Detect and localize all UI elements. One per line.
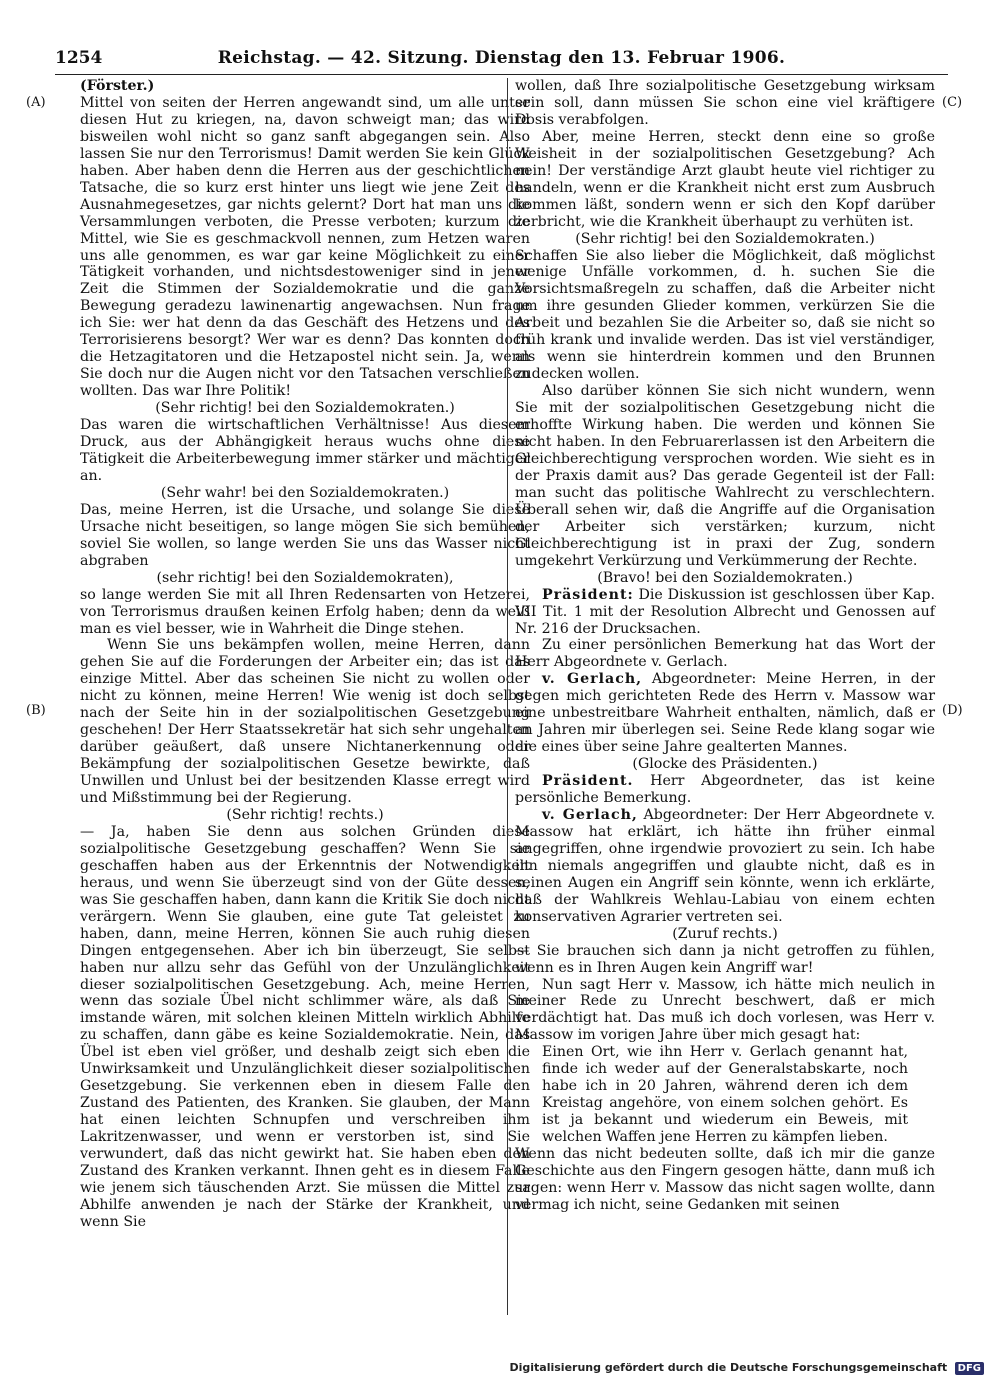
interjection: (Bravo! bei den Sozialdemokraten.) [597, 569, 853, 586]
paragraph: Das, meine Herren, ist die Ursache, und solange Sie diese Ursache nicht beseitigen, so lange mögen Sie sich bemühen, soviel Sie wollen, so lange werden Sie uns das Wasser nicht abgraben [80, 501, 530, 569]
speaker-name: Präsident. [541, 773, 634, 790]
paragraph: — Sie brauchen sich dann ja nicht getroffen zu fühlen, wenn es in Ihren Augen kein Angriff war! [515, 942, 935, 976]
dfg-logo: DFG [955, 1362, 984, 1375]
margin-mark-d: (D) [942, 703, 963, 718]
page-header [55, 44, 948, 74]
speech-text: Abgeordneter: Meine Herren, in der gegen mich gerichteten Rede des Herrn v. Massow war eine unbestreitbare Wahrheit enthalten, nämlich, daß er an Jahren mir überlegen sei. Seine Rede klang sogar wie die eines über seine Jahre gealterten Mannes. [515, 671, 935, 756]
paragraph [515, 671, 935, 756]
margin-mark-a: (A) [26, 95, 46, 110]
running-title: Reichstag. — 42. Sitzung. Dienstag den 13. Februar 1906. [217, 48, 786, 68]
speaker-name: v. Gerlach, [541, 671, 643, 688]
paragraph: Das waren die wirtschaftlichen Verhältnisse! Aus diesem Druck, aus der Abhängigkeit heraus wuchs ohne diese Tätigkeit die Arbeiterbewegung immer stärker und mächtiger an. [80, 417, 530, 484]
interjection: (Zuruf rechts.) [672, 925, 778, 942]
interjection: (Glocke des Präsidenten.) [632, 756, 818, 773]
paragraph: Wenn das nicht bedeuten sollte, daß ich mir die ganze Geschichte aus den Fingern gesogen hätte, dann muß ich sagen: wenn Herr v. Massow das nicht sagen wollte, dann vermag ich nicht, seine Gedanken mit seinen [515, 1146, 935, 1213]
paragraph [515, 587, 935, 638]
interjection: (Sehr richtig! bei den Sozialdemokraten.) [155, 400, 455, 417]
left-column [80, 78, 530, 1231]
paragraph: Schaffen Sie also lieber die Möglichkeit, daß möglichst wenige Unfälle vorkommen, d. h. suchen Sie die Vorsichtsmaßregeln zu schaffen, daß die Arbeiter nicht um ihre gesunden Glieder kommen, verkürzen Sie die Arbeit und bezahlen Sie die Arbeiter so, daß sie nicht so früh krank und invalide werden. Das ist viel verständiger, als wenn sie hinterdrein kommen und den Brunnen zudecken wollen. [515, 247, 935, 383]
margin-mark-c: (C) [942, 95, 963, 110]
paragraph: Aber, meine Herren, steckt denn eine so große Weisheit in der sozialpolitischen Gesetzgebung? Ach nein! Der verständige Arzt glaubt heute viel richtiger zu handeln, wenn er die Krankheit nicht erst zum Ausbruch kommen läßt, sondern wenn er sich den Kopf darüber zerbricht, wie die Krankheit überhaupt zu verhüten ist. [515, 128, 935, 230]
speech-text: Die Diskussion ist geschlossen über Kap. VII Tit. 1 mit der Resolution Albrecht und Genossen auf Nr. 216 der Drucksachen. [515, 586, 935, 637]
header-rule [55, 74, 948, 75]
paragraph: so lange werden Sie mit all Ihren Redensarten von Hetzerei, von Terrorismus draußen keinen Erfolg haben; denn da weiß man es viel besser, wie in Wahrheit die Dinge stehen. [80, 586, 530, 637]
interjection: (sehr richtig! bei den Sozialdemokraten), [156, 569, 454, 586]
footer [509, 1361, 984, 1375]
interjection: (Sehr richtig! rechts.) [226, 806, 384, 823]
footer-label: Digitalisierung gefördert durch die Deutsche Forschungsgemeinschaft [509, 1361, 948, 1374]
paragraph [515, 773, 935, 807]
paragraph [515, 807, 935, 926]
page-number: 1254 [55, 48, 103, 68]
interjection: (Sehr wahr! bei den Sozialdemokraten.) [160, 484, 450, 501]
paragraph: — Ja, haben Sie denn aus solchen Gründen diese sozialpolitische Gesetzgebung geschaffen? Wenn Sie sie geschaffen haben aus der Erkenntnis der Notwendigkeit heraus, und wenn Sie überzeugt sind von der Güte dessen, was Sie geschaffen haben, dann kann die Kritik Sie doch nicht verärgern. Wenn Sie glauben, eine gute Tat geleistet zu haben, dann, meine Herren, können Sie auch ruhig diesen Dingen entgegensehen. Aber ich bin überzeugt, Sie selbst haben nur allzu sehr das Gefühl von der Unzulänglichkeit dieser sozialpolitischen Gesetzgebung. Ach, meine Herren, wenn das soziale Übel nicht schlimmer wäre, als daß Sie imstande wären, mit solchen kleinen Mitteln wirklich Abhilfe zu schaffen, dann gäbe es keine Sozialdemokratie. Nein, das Übel ist eben viel größer, und deshalb zeigt sich eben die Unwirksamkeit und Unzulänglichkeit dieser sozialpolitischen Gesetzgebung. Sie verkennen eben in diesem Falle den Zustand des Patienten, des Kranken. Sie glauben, der Mann hat einen leichten Schnupfen und verschreiben ihm Lakritzenwasser, und wenn er verstorben ist, sind Sie verwundert, daß das nicht gewirkt hat. Sie haben eben den Zustand des Kranken verkannt. Ihnen geht es in diesem Falle wie jenem sich täuschenden Arzt. Sie müssen die Mittel zur Abhilfe anwenden je nach der Stärke der Krankheit, und wenn Sie [80, 823, 531, 1230]
paragraph: Mittel von seiten der Herren angewandt sind, um alle unter diesen Hut zu kriegen, na, davon schweigt man; das wird bisweilen wohl nicht so ganz sanft abgegangen sein. Also lassen Sie nur den Terrorismus! Damit werden Sie kein Glück haben. Aber haben denn die Herren aus der geschichtlichen Tatsache, die so kurz erst hinter uns liegt wie jene Zeit des Ausnahmegesetzes, gar nichts gelernt? Dort hat man uns die Versammlungen verboten, die Presse verboten; kurzum die Mittel, wie Sie es geschmackvoll nennen, zum Hetzen waren uns alle genommen, es war gar keine Möglichkeit zu einer Tätigkeit vorhanden, und nichtsdestoweniger sind in jener Zeit die Stimmen der Sozialdemokratie und die ganze Bewegung geradezu lawinenartig angewachsen. Nun frage ich Sie: wer hat denn da das Geschäft des Hetzens und des Terrorisierens besorgt? Wer war es denn? Das konnten doch die Hetzagitatoren und die Hetzapostel nicht sein. Ja, wenn Sie doch nur die Augen nicht vor den Tatsachen verschließen wollten. Das war Ihre Politik! [80, 94, 530, 400]
paragraph: Zu einer persönlichen Bemerkung hat das Wort der Herr Abgeordnete v. Gerlach. [515, 637, 935, 671]
paragraph: Also darüber können Sie sich nicht wundern, wenn Sie mit der sozialpolitischen Gesetzgebung nicht die erhoffte Wirkung haben. Die werden und können Sie nicht haben. In den Februarerlassen ist den Arbeitern die Gleichberechtigung versprochen worden. Wie sieht es in der Praxis damit aus? Das gerade Gegenteil ist der Fall: man sucht das politische Wahlrecht zu verschlechtern. Überall sehen wir, daß die Angriffe auf die Organisation der Arbeiter sich verstärken; kurzum, nicht Gleichberechtigung ist in praxi der Zug, sondern umgekehrt Verkürzung und Verkümmerung der Rechte. [515, 383, 935, 569]
interjection: (Sehr richtig! bei den Sozialdemokraten.) [575, 230, 875, 247]
speaker-heading: (Förster.) [80, 78, 155, 94]
paragraph: Nun sagt Herr v. Massow, ich hätte mich neulich in meiner Rede zu Unrecht beschwert, daß er mich verdächtigt hat. Das muß ich doch vorlesen, was Herr v. Massow im vorigen Jahre über mich gesagt hat: [515, 976, 935, 1044]
speech-text: Abgeordneter: Der Herr Abgeordnete v. Massow hat erklärt, ich hätte ihn früher einmal angegriffen, ohne irgendwie provoziert zu sein. Ich habe ihn niemals angegriffen und glaubte nicht, daß es in seinen Augen ein Angriff sein könnte, wenn ich erklärte, daß der Wahlkreis Wehlau-Labiau von einem echten konservativen Agrarier vertreten sei. [515, 806, 935, 925]
column-divider [507, 78, 508, 1315]
margin-mark-b: (B) [26, 703, 46, 718]
speaker-name: v. Gerlach, [541, 806, 638, 823]
speaker-name: Präsident: [541, 586, 634, 603]
quotation: Einen Ort, wie ihn Herr v. Gerlach genannt hat, finde ich weder auf der Generalstabskarte, noch habe ich in 20 Jahren, während deren ich dem Kreistag angehöre, von einem solchen gehört. Es ist ja bekannt und wiederum ein Beweis, mit welchen Waffen jene Herren zu kämpfen lieben. [541, 1044, 909, 1146]
speech-text: Herr Abgeordneter, das ist keine persönliche Bemerkung. [515, 773, 935, 807]
paragraph: wollen, daß Ihre sozialpolitische Gesetzgebung wirksam sein soll, dann müssen Sie schon eine viel kräftigere Dosis verabfolgen. [515, 78, 935, 128]
right-column [515, 78, 935, 1214]
paragraph: Wenn Sie uns bekämpfen wollen, meine Herren, dann gehen Sie auf die Forderungen der Arbeiter ein; das ist das einzige Mittel. Aber das scheinen Sie nicht zu wollen oder nicht zu können, meine Herren! Wie wenig ist doch selbst nach der Seite hin in der sozialpolitischen Gesetzgebung geschehen! Der Herr Staatssekretär hat sich sehr ungehalten darüber geäußert, daß unsere Nichtanerkennung oder Bekämpfung der sozialpolitischen Gesetze bewirkte, daß Unwillen und Unlust bei der besitzenden Klasse erregt wird und Mißstimmung bei der Regierung. [80, 637, 530, 807]
